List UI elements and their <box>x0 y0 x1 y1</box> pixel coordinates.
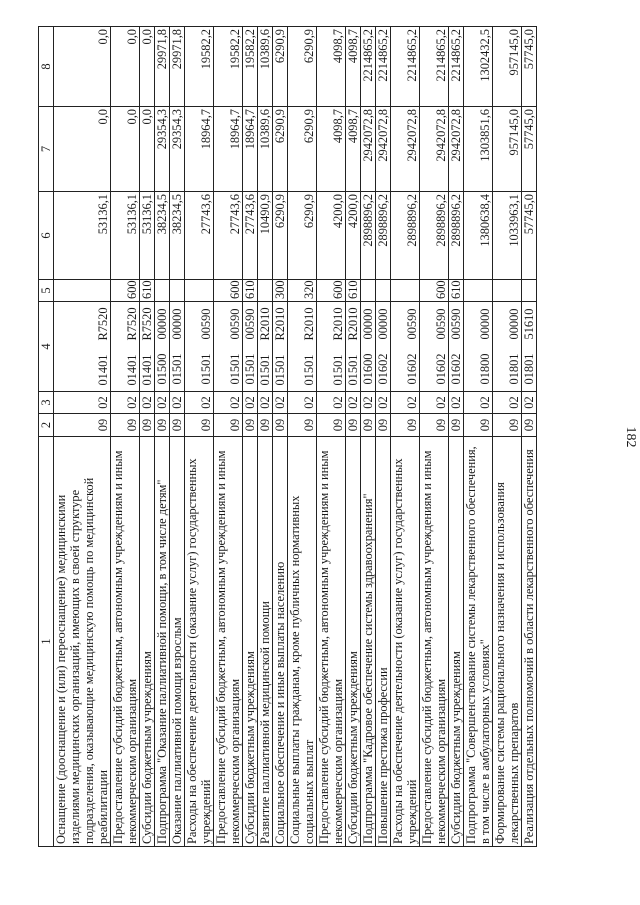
target-article-code <box>185 302 214 392</box>
amount-year-3: 19582,2 <box>214 27 243 107</box>
target-article-code <box>214 302 243 392</box>
amount-year-1: 4200,0 <box>317 192 346 280</box>
table-row <box>317 27 346 847</box>
amount-year-3: 2214865,2 <box>449 27 464 107</box>
column-header: 7 <box>39 107 54 192</box>
expense-type-code <box>185 280 214 302</box>
section-code: 09 <box>493 414 522 437</box>
column-header: 3 <box>39 392 54 414</box>
expense-type-code: 600 <box>317 280 346 302</box>
amount-year-3: 2214865,2 <box>391 27 420 107</box>
target-article-code <box>273 302 288 392</box>
amount-year-3: 10389,6 <box>258 27 273 107</box>
expense-type-code <box>54 280 111 302</box>
section-code: 09 <box>376 414 391 437</box>
direction-code: 00590 <box>243 308 257 340</box>
table-row <box>185 27 214 847</box>
program-code: 01401 <box>96 354 110 386</box>
section-code: 09 <box>111 414 140 437</box>
direction-code: 00590 <box>449 308 463 340</box>
target-article-code <box>54 302 111 392</box>
section-code: 09 <box>464 414 493 437</box>
expense-type-code <box>376 280 391 302</box>
section-code: 09 <box>449 414 464 437</box>
section-code: 09 <box>522 414 537 437</box>
direction-code: R2010 <box>331 307 345 341</box>
amount-year-1: 27743,6 <box>243 192 258 280</box>
program-code: 01401 <box>125 354 139 386</box>
subsection-code: 02 <box>376 392 391 414</box>
program-code: 01602 <box>449 353 463 385</box>
row-name: Расходы на обеспечение деятельности (оказание услуг) государственных учреждений <box>391 437 420 847</box>
direction-code: 51610 <box>522 308 536 340</box>
program-code: 01602 <box>405 353 419 385</box>
table-row <box>449 27 464 847</box>
amount-year-2: 957145,0 <box>493 107 522 192</box>
section-code: 09 <box>243 414 258 437</box>
direction-code: R7520 <box>125 307 139 341</box>
row-name: Субсидии бюджетным учреждениям <box>243 437 258 847</box>
subsection-code: 02 <box>273 392 288 414</box>
amount-year-2: 6290,9 <box>288 107 317 192</box>
amount-year-1: 53136,1 <box>54 192 111 280</box>
expense-type-code: 610 <box>140 280 155 302</box>
expense-type-code <box>258 280 273 302</box>
program-code: 01501 <box>170 353 184 385</box>
section-code: 09 <box>214 414 243 437</box>
amount-year-3: 6290,9 <box>273 27 288 107</box>
direction-code: 00590 <box>228 308 242 340</box>
table-row <box>391 27 420 847</box>
row-name: Подпрограмма "Кадровое обеспечение системы здравоохранения" <box>361 437 376 847</box>
header-row <box>39 27 54 847</box>
amount-year-1: 1033963,1 <box>493 192 522 280</box>
direction-code: 00000 <box>507 308 521 340</box>
row-name: Формирование системы рационального назначения и использования лекарственных препаратов <box>493 437 522 847</box>
row-name: Субсидии бюджетным учреждениям <box>346 437 361 847</box>
amount-year-3: 2214865,2 <box>420 27 449 107</box>
program-code: 01801 <box>507 353 521 385</box>
program-code: 01501 <box>302 354 316 386</box>
section-code: 09 <box>155 414 170 437</box>
program-code: 01501 <box>346 354 360 386</box>
table-row <box>243 27 258 847</box>
amount-year-3: 6290,9 <box>288 27 317 107</box>
budget-table <box>38 26 537 847</box>
direction-code: 00000 <box>376 308 390 340</box>
amount-year-3: 2214865,2 <box>361 27 376 107</box>
amount-year-2: 57745,0 <box>522 107 537 192</box>
row-name: Субсидии бюджетным учреждениям <box>140 437 155 847</box>
amount-year-3: 57745,0 <box>522 27 537 107</box>
amount-year-3: 4098,7 <box>346 27 361 107</box>
target-article-code <box>111 302 140 392</box>
row-name: Социальное обеспечение и иные выплаты населению <box>273 437 288 847</box>
amount-year-3: 0,0 <box>54 27 111 107</box>
amount-year-2: 29354,3 <box>170 107 185 192</box>
subsection-code: 02 <box>391 392 420 414</box>
target-article-code <box>361 302 376 392</box>
target-article-code <box>155 302 170 392</box>
amount-year-3: 1302432,5 <box>464 27 493 107</box>
section-code: 09 <box>170 414 185 437</box>
direction-code: R2010 <box>273 307 287 341</box>
expense-type-code <box>361 280 376 302</box>
row-name: Оснащение (дооснащение и (или) переоснащение) медицинскими изделиями медицинских организаций, имеющих в своей структуре подразделения, оказывающие медицинскую помощь по медицинской реабилитации <box>54 437 111 847</box>
amount-year-3: 957145,0 <box>493 27 522 107</box>
column-header: 6 <box>39 192 54 280</box>
expense-type-code <box>391 280 420 302</box>
section-code: 09 <box>185 414 214 437</box>
subsection-code: 02 <box>140 392 155 414</box>
amount-year-1: 4200,0 <box>346 192 361 280</box>
amount-year-2: 29354,3 <box>155 107 170 192</box>
amount-year-2: 2942072,8 <box>376 107 391 192</box>
target-article-code <box>449 302 464 392</box>
subsection-code: 02 <box>155 392 170 414</box>
expense-type-code <box>155 280 170 302</box>
expense-type-code: 600 <box>111 280 140 302</box>
program-code: 01602 <box>376 353 390 385</box>
column-header: 8 <box>39 27 54 107</box>
expense-type-code: 600 <box>214 280 243 302</box>
amount-year-2: 2942072,8 <box>449 107 464 192</box>
section-code: 09 <box>140 414 155 437</box>
expense-type-code: 600 <box>420 280 449 302</box>
amount-year-1: 57745,0 <box>522 192 537 280</box>
row-name: Предоставление субсидий бюджетным, автономным учреждениям и иным некоммерческим организациям <box>317 437 346 847</box>
program-code: 01800 <box>478 353 492 385</box>
target-article-code <box>464 302 493 392</box>
program-code: 01501 <box>273 354 287 386</box>
row-name: Предоставление субсидий бюджетным, автономным учреждениям и иным некоммерческим организациям <box>214 437 243 847</box>
table-row <box>493 27 522 847</box>
table-row <box>522 27 537 847</box>
row-name: Предоставление субсидий бюджетным, автономным учреждениям и иным некоммерческим организациям <box>111 437 140 847</box>
amount-year-2: 0,0 <box>140 107 155 192</box>
amount-year-3: 4098,7 <box>317 27 346 107</box>
direction-code: R2010 <box>258 307 272 341</box>
amount-year-1: 2898896,2 <box>391 192 420 280</box>
amount-year-2: 1303851,6 <box>464 107 493 192</box>
table-row <box>155 27 170 847</box>
table-row <box>464 27 493 847</box>
direction-code: 00000 <box>155 308 169 340</box>
program-code: 01501 <box>331 354 345 386</box>
section-code: 09 <box>317 414 346 437</box>
table-row <box>140 27 155 847</box>
subsection-code: 02 <box>317 392 346 414</box>
direction-code: 00000 <box>361 308 375 340</box>
direction-code: R7520 <box>140 307 154 341</box>
expense-type-code: 320 <box>288 280 317 302</box>
expense-type-code <box>170 280 185 302</box>
table-row <box>288 27 317 847</box>
subsection-code: 02 <box>111 392 140 414</box>
amount-year-2: 0,0 <box>54 107 111 192</box>
section-code: 09 <box>288 414 317 437</box>
subsection-code: 02 <box>214 392 243 414</box>
target-article-code <box>391 302 420 392</box>
table-row <box>273 27 288 847</box>
amount-year-2: 10389,6 <box>258 107 273 192</box>
expense-type-code: 300 <box>273 280 288 302</box>
amount-year-3: 2214865,2 <box>376 27 391 107</box>
table-row <box>346 27 361 847</box>
subsection-code: 02 <box>522 392 537 414</box>
subsection-code: 02 <box>288 392 317 414</box>
target-article-code <box>522 302 537 392</box>
rotated-page <box>38 27 638 847</box>
section-code: 09 <box>346 414 361 437</box>
section-code: 09 <box>420 414 449 437</box>
page-number: 182 <box>623 426 638 448</box>
amount-year-2: 18964,7 <box>185 107 214 192</box>
direction-code: R7520 <box>96 307 110 341</box>
subsection-code: 02 <box>420 392 449 414</box>
amount-year-2: 4098,7 <box>346 107 361 192</box>
amount-year-3: 29971,8 <box>170 27 185 107</box>
amount-year-1: 2898896,2 <box>449 192 464 280</box>
expense-type-code <box>493 280 522 302</box>
table-row <box>54 27 111 847</box>
amount-year-3: 29971,8 <box>155 27 170 107</box>
section-code: 09 <box>391 414 420 437</box>
row-name: Расходы на обеспечение деятельности (оказание услуг) государственных учреждений <box>185 437 214 847</box>
amount-year-2: 2942072,8 <box>361 107 376 192</box>
amount-year-3: 0,0 <box>111 27 140 107</box>
expense-type-code: 610 <box>449 280 464 302</box>
direction-code: 00000 <box>170 308 184 340</box>
expense-type-code <box>464 280 493 302</box>
subsection-code: 02 <box>464 392 493 414</box>
expense-type-code: 610 <box>243 280 258 302</box>
amount-year-1: 10490,9 <box>258 192 273 280</box>
subsection-code: 02 <box>185 392 214 414</box>
section-code: 09 <box>361 414 376 437</box>
row-name: Оказание паллиативной помощи взрослым <box>170 437 185 847</box>
amount-year-1: 38234,5 <box>155 192 170 280</box>
subsection-code: 02 <box>258 392 273 414</box>
target-article-code <box>140 302 155 392</box>
row-name: Реализация отдельных полномочий в области лекарственного обеспечения <box>522 437 537 847</box>
program-code: 01501 <box>258 354 272 386</box>
subsection-code: 02 <box>243 392 258 414</box>
amount-year-2: 0,0 <box>111 107 140 192</box>
table-row <box>361 27 376 847</box>
program-code: 01501 <box>228 353 242 385</box>
target-article-code <box>317 302 346 392</box>
subsection-code: 02 <box>449 392 464 414</box>
program-code: 01501 <box>243 353 257 385</box>
direction-code: 00590 <box>434 308 448 340</box>
direction-code: 00590 <box>199 308 213 340</box>
direction-code: 00000 <box>478 308 492 340</box>
table-row <box>214 27 243 847</box>
row-name: Подпрограмма "Совершенствование системы лекарственного обеспечения, в том числе в амбулаторных условиях" <box>464 437 493 847</box>
row-name: Развитие паллиативной медицинской помощи <box>258 437 273 847</box>
amount-year-1: 27743,6 <box>214 192 243 280</box>
amount-year-1: 38234,5 <box>170 192 185 280</box>
amount-year-1: 6290,9 <box>273 192 288 280</box>
amount-year-2: 18964,7 <box>214 107 243 192</box>
row-name: Субсидии бюджетным учреждениям <box>449 437 464 847</box>
column-header: 4 <box>39 302 54 392</box>
amount-year-1: 27743,6 <box>185 192 214 280</box>
expense-type-code <box>522 280 537 302</box>
amount-year-1: 6290,9 <box>288 192 317 280</box>
target-article-code <box>258 302 273 392</box>
target-article-code <box>288 302 317 392</box>
table-row <box>258 27 273 847</box>
program-code: 01602 <box>434 353 448 385</box>
table-row <box>420 27 449 847</box>
program-code: 01401 <box>140 354 154 386</box>
direction-code: R2010 <box>302 307 316 341</box>
amount-year-1: 2898896,2 <box>361 192 376 280</box>
column-header: 1 <box>39 437 54 847</box>
amount-year-1: 53136,1 <box>140 192 155 280</box>
table-row <box>111 27 140 847</box>
amount-year-2: 6290,9 <box>273 107 288 192</box>
program-code: 01500 <box>155 353 169 385</box>
subsection-code: 02 <box>170 392 185 414</box>
program-code: 01801 <box>522 353 536 385</box>
program-code: 01600 <box>361 353 375 385</box>
target-article-code <box>376 302 391 392</box>
target-article-code <box>170 302 185 392</box>
subsection-code: 02 <box>54 392 111 414</box>
row-name: Повышение престижа профессии <box>376 437 391 847</box>
target-article-code <box>420 302 449 392</box>
column-header: 2 <box>39 414 54 437</box>
expense-type-code: 610 <box>346 280 361 302</box>
amount-year-3: 19582,2 <box>185 27 214 107</box>
section-code: 09 <box>258 414 273 437</box>
row-name: Подпрограмма "Оказание паллиативной помощи, в том числе детям" <box>155 437 170 847</box>
amount-year-2: 4098,7 <box>317 107 346 192</box>
amount-year-2: 18964,7 <box>243 107 258 192</box>
amount-year-3: 0,0 <box>140 27 155 107</box>
table-row <box>170 27 185 847</box>
subsection-code: 02 <box>493 392 522 414</box>
amount-year-3: 19582,2 <box>243 27 258 107</box>
column-header: 5 <box>39 280 54 302</box>
amount-year-1: 2898896,2 <box>420 192 449 280</box>
section-code: 09 <box>54 414 111 437</box>
amount-year-1: 2898896,2 <box>376 192 391 280</box>
amount-year-1: 1380638,4 <box>464 192 493 280</box>
target-article-code <box>493 302 522 392</box>
target-article-code <box>346 302 361 392</box>
row-name: Социальные выплаты гражданам, кроме публичных нормативных социальных выплат <box>288 437 317 847</box>
direction-code: 00590 <box>405 308 419 340</box>
table-row <box>376 27 391 847</box>
subsection-code: 02 <box>346 392 361 414</box>
direction-code: R2010 <box>346 307 360 341</box>
amount-year-2: 2942072,8 <box>420 107 449 192</box>
target-article-code <box>243 302 258 392</box>
program-code: 01501 <box>199 353 213 385</box>
amount-year-2: 2942072,8 <box>391 107 420 192</box>
section-code: 09 <box>273 414 288 437</box>
subsection-code: 02 <box>361 392 376 414</box>
amount-year-1: 53136,1 <box>111 192 140 280</box>
row-name: Предоставление субсидий бюджетным, автономным учреждениям и иным некоммерческим организациям <box>420 437 449 847</box>
